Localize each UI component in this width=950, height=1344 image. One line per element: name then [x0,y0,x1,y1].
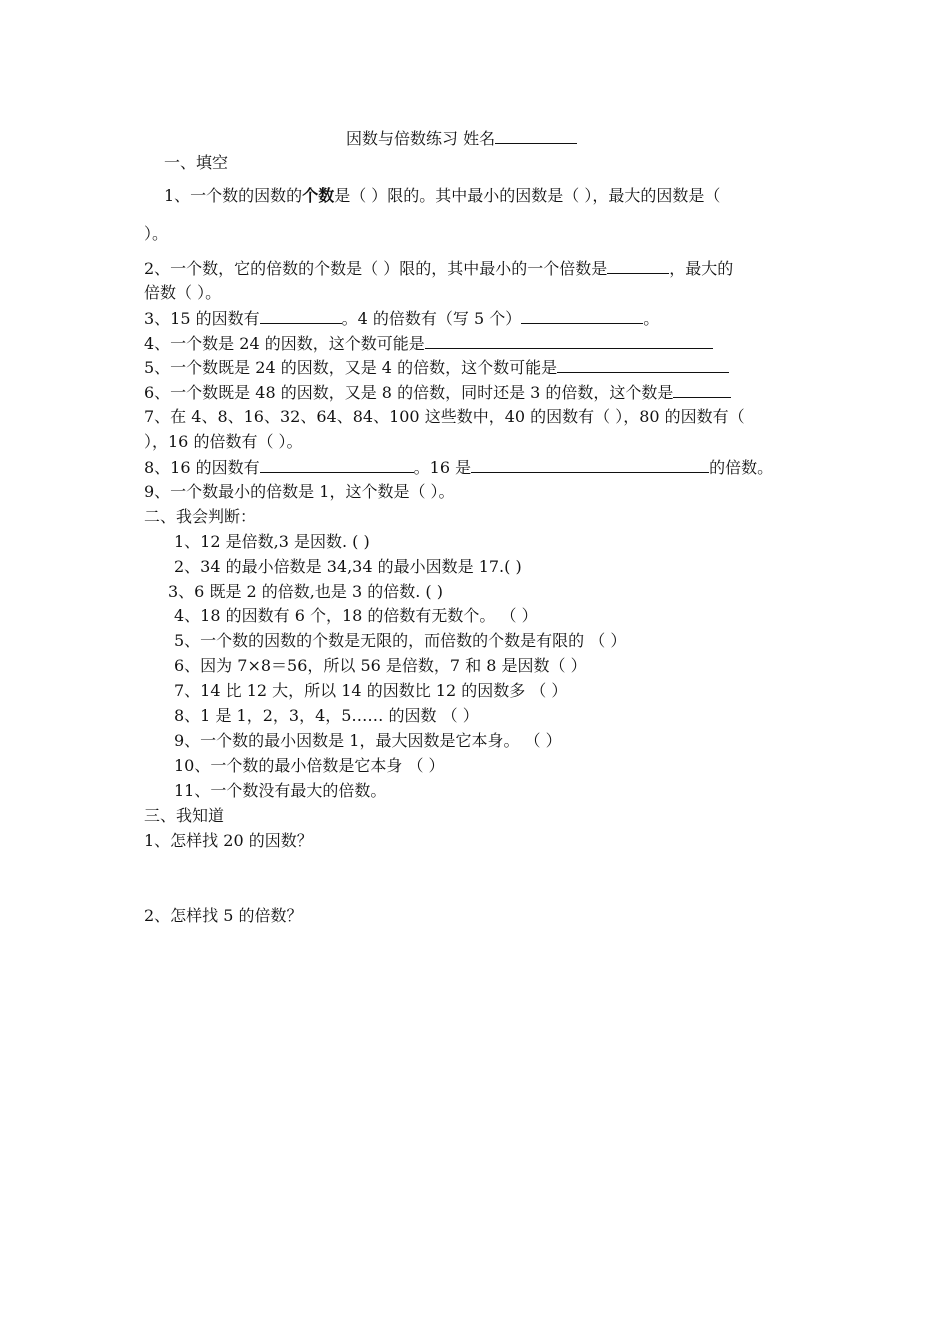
q1-bold-text: 个数 [302,186,335,205]
q4-blank[interactable] [425,333,713,349]
q1-text-a: 1、一个数的因数的 [164,186,303,205]
q2-text-b: ，最大的 [669,259,734,278]
know-question-1: 1、怎样找 20 的因数？ [144,831,313,850]
q8-blank-2[interactable] [471,457,709,473]
q8-text-b: 。16 是 [413,458,472,477]
question-3 [144,308,659,329]
q6-text: 6、一个数既是 48 的因数，又是 8 的倍数，同时还是 3 的倍数，这个数是 [144,383,674,402]
q3-blank-2[interactable] [521,308,643,324]
q8-blank-1[interactable] [260,457,414,473]
name-blank[interactable] [495,128,577,144]
q8-text-c: 的倍数。 [709,458,774,477]
section-heading-fill-in: 一、填空 [164,153,229,172]
know-question-2: 2、怎样找 5 的倍数？ [144,906,303,925]
judge-item-5: 5、一个数的因数的个数是无限的，而倍数的个数是有限的 （ ） [174,631,627,650]
page-title [346,128,577,149]
question-1-line-1 [164,186,720,206]
q2-text-a: 2、一个数，它的倍数的个数是（ ）限的，其中最小的一个倍数是 [144,259,608,278]
question-5 [144,357,729,378]
q4-text: 4、一个数是 24 的因数，这个数可能是 [144,334,425,353]
q5-blank[interactable] [557,357,729,373]
question-7-line-2: ），16 的倍数有（ ）。 [144,432,303,451]
q3-blank-1[interactable] [260,308,342,324]
judge-item-10: 10、一个数的最小倍数是它本身 （ ） [174,756,445,775]
question-7-line-1: 7、在 4、8、16、32、64、84、100 这些数中，40 的因数有（ ），80 的因数有（ [144,407,745,426]
question-6 [144,382,731,403]
section-heading-judge: 二、我会判断： [144,507,257,526]
judge-item-2: 2、34 的最小倍数是 34,34 的最小因数是 17.( ) [174,557,522,576]
judge-item-11: 11、一个数没有最大的倍数。 [174,781,387,800]
q3-text-c: 。 [643,309,660,328]
judge-item-6: 6、因为 7×8＝56，所以 56 是倍数，7 和 8 是因数（ ） [174,656,587,675]
q3-text-b: 。4 的倍数有（写 5 个） [341,309,522,328]
judge-item-4: 4、18 的因数有 6 个，18 的倍数有无数个。 （ ） [174,606,538,625]
q6-blank[interactable] [673,382,731,398]
judge-item-3: 3、6 既是 2 的倍数,也是 3 的倍数. ( ) [168,582,443,601]
q3-text-a: 3、15 的因数有 [144,309,260,328]
question-1-line-2: ）。 [144,224,169,243]
question-4 [144,333,713,354]
judge-item-7: 7、14 比 12 大，所以 14 的因数比 12 的因数多 （ ） [174,681,568,700]
judge-item-1: 1、12 是倍数,3 是因数. ( ) [174,532,370,551]
q5-text: 5、一个数既是 24 的因数，又是 4 的倍数，这个数可能是 [144,358,558,377]
question-8 [144,457,773,478]
section-heading-know: 三、我知道 [144,806,225,825]
judge-item-9: 9、一个数的最小因数是 1，最大因数是它本身。 （ ） [174,731,562,750]
q2-blank[interactable] [607,258,669,274]
q1-text-c: 是（ ）限的。其中最小的因数是（ ），最大的因数是（ [334,186,721,205]
question-2-line-1 [144,258,733,279]
question-9: 9、一个数最小的倍数是 1，这个数是（ ）。 [144,482,455,501]
question-2-line-2: 倍数（ ）。 [144,283,222,302]
q8-text-a: 8、16 的因数有 [144,458,260,477]
judge-item-8: 8、1 是 1，2，3，4，5…… 的因数 （ ） [174,706,479,725]
title-text: 因数与倍数练习 姓名 [346,129,496,148]
